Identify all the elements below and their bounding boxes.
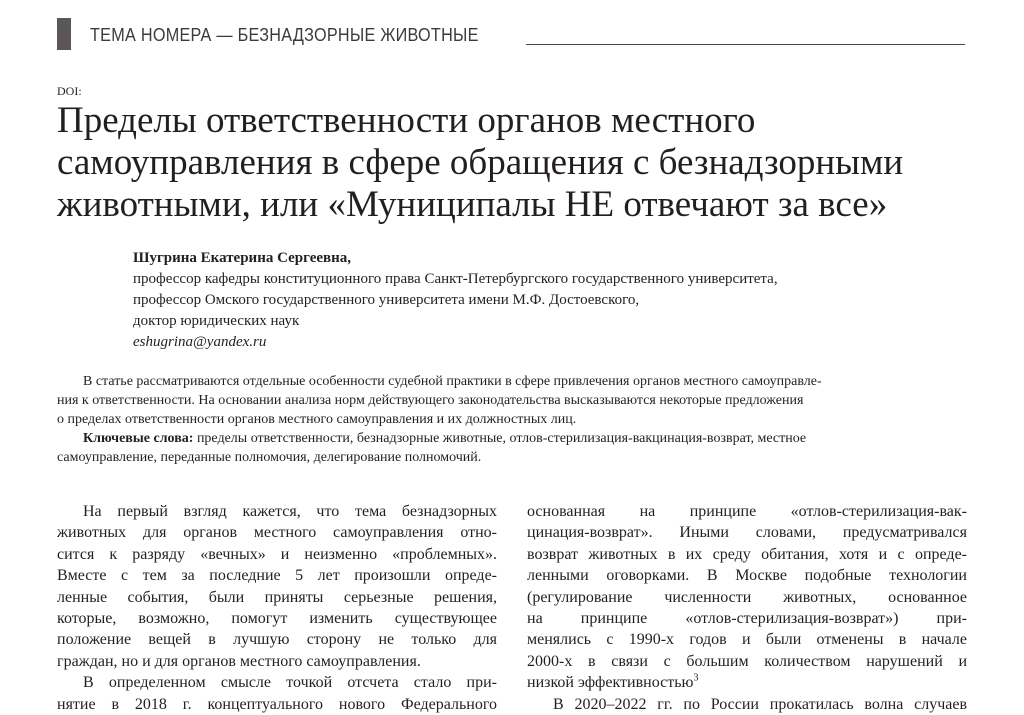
- author-name: Шугрина Екатерина Сергеевна,: [133, 250, 352, 266]
- abstract-line: о пределах ответственности органов местного самоуправления и их должностных лиц.: [57, 412, 577, 427]
- keywords: [57, 429, 967, 448]
- header-rule: [526, 44, 965, 45]
- footnote-ref[interactable]: 3: [693, 672, 699, 684]
- body-column-left: [57, 501, 497, 715]
- body-line: [527, 672, 967, 693]
- abstract-line: ния к ответственности. На основании анализа норм действующего законодательства высказываются некоторые предложения: [57, 393, 804, 408]
- author-email[interactable]: eshugrina@yandex.ru: [133, 334, 267, 350]
- body-line: цинация-возврат». Иными словами, предусматривался: [527, 524, 967, 542]
- keywords-label: Ключевые слова:: [83, 431, 194, 446]
- title-line: самоуправления в сфере обращения с безнадзорными: [57, 142, 904, 183]
- body-line: Вместе с тем за последние 5 лет произошли опреде-: [57, 567, 497, 585]
- abstract-line: В статье рассматриваются отдельные особенности судебной практики в сфере привлечения органов местного самоуправле-: [83, 374, 822, 389]
- title-line: Пределы ответственности органов местного: [57, 100, 756, 141]
- article-title: [57, 100, 997, 226]
- keywords-text-cont: самоуправление, переданные полномочия, делегирование полномочий.: [57, 450, 482, 465]
- body-line: животных для органов местного самоуправления отно-: [57, 524, 497, 542]
- author-affiliation: профессор Омского государственного университета имени М.Ф. Достоевского,: [133, 292, 640, 308]
- body-line: граждан, но и для органов местного самоуправления.: [57, 652, 421, 670]
- body-line-text: низкой эффективностью: [527, 674, 694, 692]
- body-line: положение вещей в лучшую сторону не только для: [57, 631, 497, 649]
- author-block: [133, 248, 993, 353]
- doi-label: DOI:: [57, 84, 82, 98]
- body-line: возврат животных в их среду обитания, хотя и с опреде-: [527, 545, 967, 563]
- abstract: [57, 372, 967, 467]
- body-line: основанная на принципе «отлов-стерилизация-вак-: [527, 503, 967, 520]
- body-line: которые, возможно, помогут изменить существующее: [57, 609, 497, 627]
- body-line: на принципе «отлов-стерилизация-возврат») при-: [527, 609, 967, 627]
- body-column-right: [527, 501, 967, 715]
- body-line: На первый взгляд кажется, что тема безнадзорных: [83, 503, 497, 520]
- body-line: менялись с 1990-х годов и были отменены в начале: [527, 631, 967, 649]
- section-header: ТЕМА НОМЕРА — БЕЗНАДЗОРНЫЕ ЖИВОТНЫЕ: [90, 25, 479, 45]
- title-line: животными, или «Муниципалы НЕ отвечают за все»: [57, 184, 888, 225]
- author-affiliation: профессор кафедры конституционного права Санкт-Петербургского государственного университета,: [133, 271, 778, 287]
- body-line: (регулирование численности животных, основанное: [527, 588, 967, 606]
- body-line: ленные события, были приняты серьезные решения,: [57, 588, 497, 606]
- section-marker-bar: [57, 18, 71, 50]
- body-line: ленными оговорками. В Москве подобные технологии: [527, 567, 967, 585]
- body-line: нятие в 2018 г. концептуального нового Федерального: [57, 695, 497, 713]
- body-line: сится к разряду «вечных» и неизменно «проблемных».: [57, 545, 497, 563]
- body-line: В определенном смысле точкой отсчета стало при-: [83, 674, 497, 692]
- body-line: 2000-х в связи с большим количеством нарушений и: [527, 652, 967, 670]
- body-line: В 2020–2022 гг. по России прокатилась волна случаев: [553, 695, 967, 713]
- author-degree: доктор юридических наук: [133, 313, 300, 329]
- keywords-text: пределы ответственности, безнадзорные животные, отлов-стерилизация-вакцинация-возврат, местное: [193, 431, 807, 446]
